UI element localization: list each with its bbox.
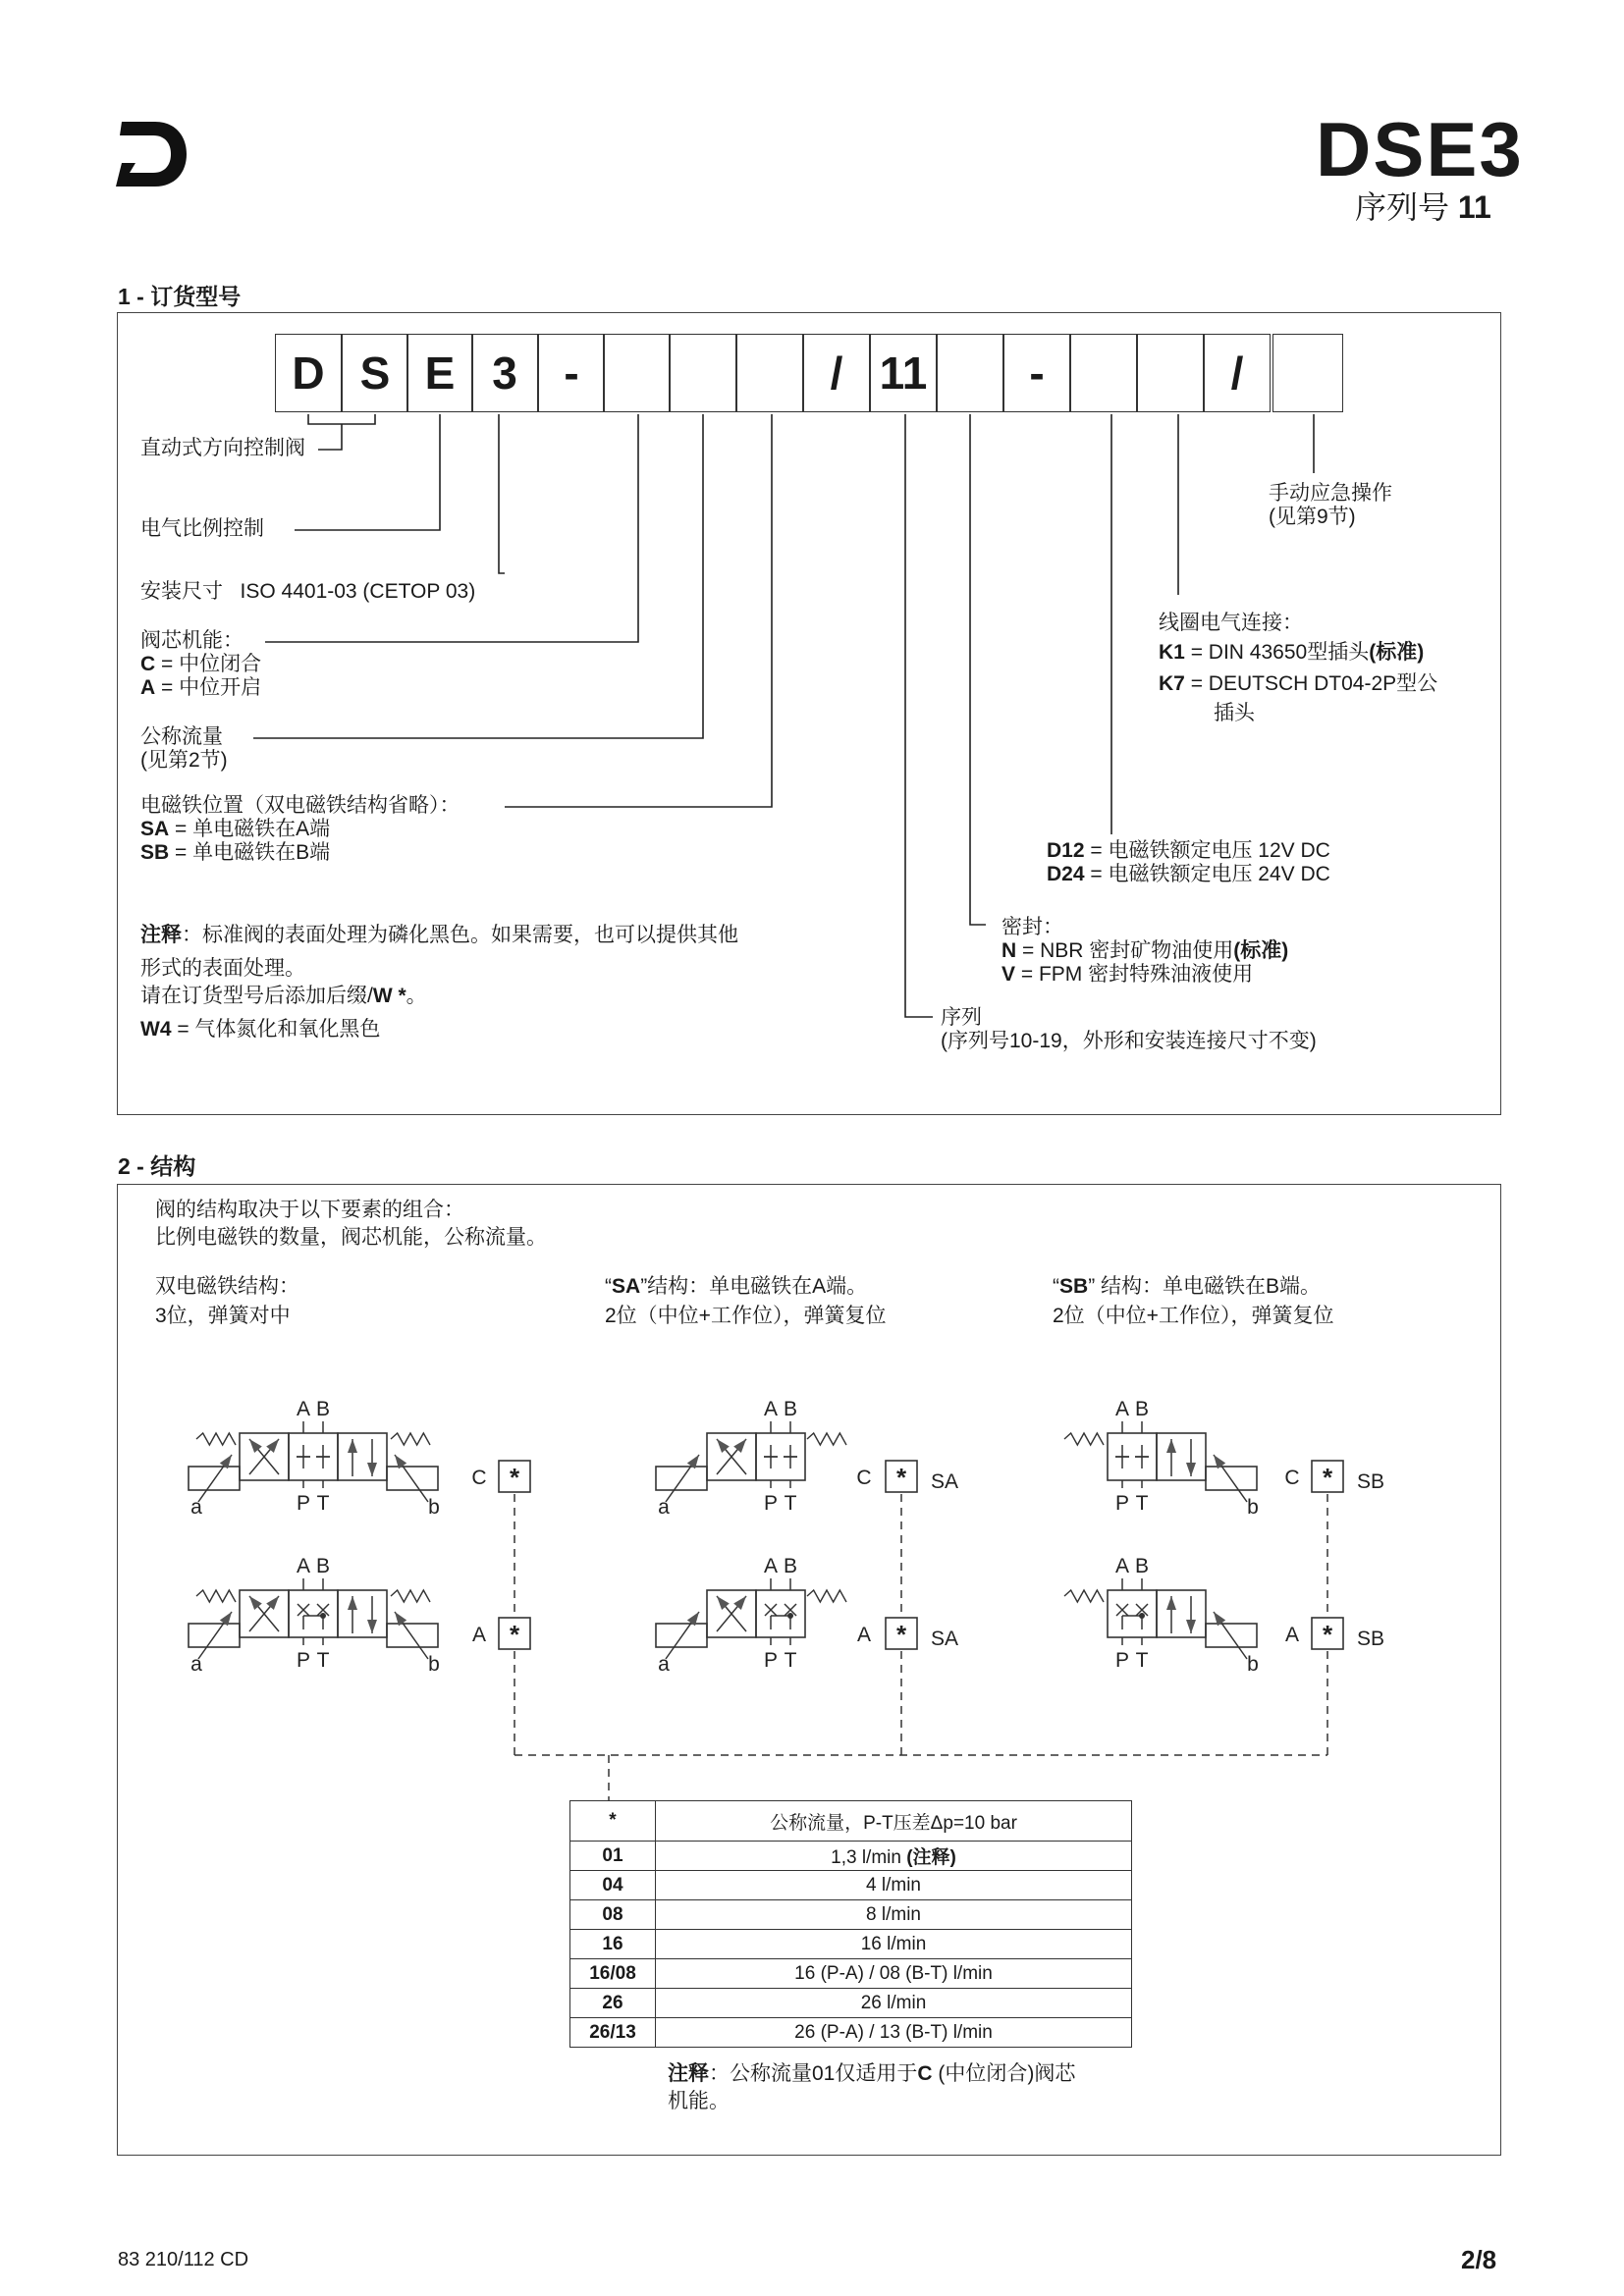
solenoid-label-a: a [658, 1496, 670, 1519]
port-label-t: T [316, 1492, 330, 1515]
flow-arrow-head [1186, 1463, 1196, 1476]
port-label-t: T [1135, 1492, 1149, 1515]
flow-arrow-head [717, 1439, 730, 1453]
solenoid-box [189, 1467, 240, 1490]
port-label-a: A [296, 1555, 311, 1577]
mount-value: ISO 4401-03 (CETOP 03) [240, 580, 476, 603]
flow-rate-table [569, 1800, 1132, 2048]
table-row [570, 1842, 1132, 1871]
flow-arrow-head [733, 1439, 746, 1453]
solenoid-label-a: a [190, 1653, 202, 1676]
solenoid-label-b: b [1247, 1653, 1259, 1676]
label-solenoid-title: 电磁铁位置（双电磁铁结构省略）： [140, 794, 460, 817]
label-note: 注释：标准阀的表面处理为磷化黑色。如果需要，也可以提供其他 [140, 924, 738, 946]
solenoid-box [656, 1467, 707, 1490]
label-sb: SB = 单电磁铁在B端 [140, 841, 331, 864]
envelope-right [1157, 1433, 1206, 1480]
spring-symbol [391, 1433, 430, 1445]
label-seal-v: V = FPM 密封特殊油液使用 [1001, 963, 1254, 986]
flow-value: 26 l/min [860, 1992, 927, 2013]
port-label-a: A [1114, 1555, 1130, 1577]
spring-symbol [391, 1590, 430, 1602]
config-code-sb: SB [1356, 1628, 1385, 1650]
port-label-p: P [763, 1492, 779, 1515]
spring-symbol [196, 1433, 236, 1445]
spring-symbol [1064, 1433, 1104, 1445]
label-note-line2: 形式的表面处理。 [140, 957, 305, 980]
label-manual-title: 手动应急操作 [1269, 482, 1392, 505]
product-title: DSE3 [1316, 106, 1524, 192]
order-code-cell: - [538, 334, 605, 412]
order-code-cell: E [406, 334, 473, 412]
spring-symbol [807, 1433, 846, 1445]
table-note: 注释：公称流量01仅适用于C (中位闭合)阀芯 [668, 2062, 1076, 2085]
table-row [570, 1900, 1132, 1930]
mount-prefix: 安装尺寸 [140, 580, 223, 603]
port-label-p: P [1114, 1492, 1130, 1515]
flow-value: 26 (P-A) / 13 (B-T) l/min [794, 2021, 993, 2043]
config-code-sa: SA [930, 1628, 959, 1650]
solenoid-label-b: b [428, 1496, 440, 1519]
col1-sub: 3位，弹簧对中 [155, 1305, 291, 1327]
flow-value: 4 l/min [866, 1874, 921, 1896]
envelope-center [1108, 1433, 1157, 1480]
order-code-cell: - [1003, 334, 1070, 412]
flow-value: 16 (P-A) / 08 (B-T) l/min [794, 1962, 993, 1984]
section2-title: 2 - 结构 [118, 1153, 196, 1179]
flow-value-cell [656, 1842, 1132, 1871]
flow-arrow-head [348, 1596, 357, 1610]
port-label-b: B [1134, 1555, 1150, 1577]
flow-value-cell [656, 1989, 1132, 2018]
solenoid-label-b: b [428, 1653, 440, 1676]
config-code-sa: SA [930, 1470, 959, 1493]
label-d12: D12 = 电磁铁额定电压 12V DC [1047, 839, 1330, 862]
label-series-note: (序列号10-19，外形和安装连接尺寸不变) [941, 1030, 1317, 1052]
order-code-cell: 3 [471, 334, 538, 412]
flow-value-cell [656, 1900, 1132, 1930]
table-note-line2: 机能。 [668, 2090, 730, 2112]
port-label-b: B [1134, 1398, 1150, 1420]
flow-value: 1,3 l/min [831, 1847, 907, 1868]
junction-dot [320, 1613, 326, 1619]
label-spool-title: 阀芯机能： [140, 629, 244, 652]
flow-value-cell [656, 1871, 1132, 1900]
table-row [570, 1871, 1132, 1900]
code-star: * [1322, 1463, 1333, 1492]
port-label-p: P [296, 1649, 311, 1672]
table-body [570, 1842, 1132, 2048]
col1-title: 双电磁铁结构： [155, 1275, 299, 1298]
envelope-center [1108, 1590, 1157, 1637]
flow-code-cell: 04 [570, 1871, 656, 1900]
code-star: * [895, 1463, 907, 1492]
section1-title: 1 - 订货型号 [118, 284, 242, 309]
table-row [570, 2018, 1132, 2048]
order-code-cell: S [342, 334, 408, 412]
label-sa: SA = 单电磁铁在A端 [140, 818, 331, 840]
label-spool-a: A = 中位开启 [140, 676, 262, 699]
flow-value-cell [656, 1930, 1132, 1959]
table-row [570, 1989, 1132, 2018]
series-number: 11 [1457, 189, 1491, 225]
flow-arrow-head [1186, 1620, 1196, 1633]
flow-arrow-head [249, 1596, 262, 1610]
label-k7: K7 = DEUTSCH DT04-2P型公 [1159, 672, 1438, 695]
spring-symbol [807, 1590, 846, 1602]
flow-code-cell: 08 [570, 1900, 656, 1930]
port-label-t: T [784, 1649, 797, 1672]
spool-code-label: A [471, 1624, 487, 1646]
solenoid-box [387, 1467, 438, 1490]
flow-arrow-head [367, 1463, 377, 1476]
table-row [570, 1930, 1132, 1959]
spring-symbol [196, 1590, 236, 1602]
flow-code-cell: 26 [570, 1989, 656, 2018]
col2-title: “SA”结构：单电磁铁在A端。 [605, 1275, 868, 1298]
table-header-text: 公称流量，P-T压差Δp=10 bar [656, 1801, 1132, 1842]
label-series-title: 序列 [941, 1006, 982, 1029]
flow-arrow-head [717, 1596, 730, 1610]
solenoid-box [656, 1624, 707, 1647]
port-label-p: P [296, 1492, 311, 1515]
spool-code-label: A [856, 1624, 872, 1646]
series-label: 序列号 [1355, 189, 1450, 225]
envelope-right [1157, 1590, 1206, 1637]
solenoid-box [387, 1624, 438, 1647]
port-label-a: A [296, 1398, 311, 1420]
label-flow-title: 公称流量 [140, 725, 223, 748]
flow-code-cell: 26/13 [570, 2018, 656, 2048]
port-label-a: A [763, 1398, 779, 1420]
spool-code-label: A [1284, 1624, 1300, 1646]
config-code-sb: SB [1356, 1470, 1385, 1493]
spring-symbol [1064, 1590, 1104, 1602]
flow-value: 8 l/min [866, 1903, 921, 1925]
order-code-cell: 11 [870, 334, 937, 412]
flow-code-cell: 16/08 [570, 1959, 656, 1989]
envelope-center [289, 1590, 338, 1637]
port-label-b: B [783, 1398, 798, 1420]
label-d24: D24 = 电磁铁额定电压 24V DC [1047, 863, 1330, 885]
code-star: * [509, 1620, 520, 1649]
order-code-cell: / [803, 334, 870, 412]
label-note-line3: 请在订货型号后添加后缀/W *。 [140, 985, 427, 1007]
junction-dot [787, 1613, 793, 1619]
table-header-row [570, 1801, 1132, 1842]
code-star: * [895, 1620, 907, 1649]
port-label-b: B [315, 1555, 331, 1577]
flow-extra: (注释) [906, 1847, 956, 1868]
section2-intro2: 比例电磁铁的数量，阀芯机能，公称流量。 [155, 1226, 547, 1249]
label-electric-control: 电气比例控制 [140, 517, 264, 540]
label-direct-valve: 直动式方向控制阀 [140, 437, 305, 459]
spool-code-label: C [471, 1467, 487, 1489]
footer-page: 2/8 [1461, 2245, 1497, 2274]
flow-arrow-head [348, 1439, 357, 1453]
label-manual-ref: (见第9节) [1269, 506, 1356, 528]
flow-code-cell: 16 [570, 1930, 656, 1959]
port-label-p: P [1114, 1649, 1130, 1672]
port-label-t: T [316, 1649, 330, 1672]
table-header-key: * [570, 1801, 656, 1842]
flow-arrow-head [1166, 1596, 1176, 1610]
junction-dot [1139, 1613, 1145, 1619]
col2-sub: 2位（中位+工作位），弹簧复位 [605, 1305, 887, 1327]
port-label-b: B [315, 1398, 331, 1420]
flow-value-cell [656, 2018, 1132, 2048]
solenoid-label-a: a [190, 1496, 202, 1519]
port-label-a: A [1114, 1398, 1130, 1420]
solenoid-box [1206, 1467, 1257, 1490]
flow-value: 16 l/min [860, 1933, 927, 1954]
table-row [570, 1959, 1132, 1989]
flow-arrow-head [733, 1596, 746, 1610]
envelope-center [289, 1433, 338, 1480]
port-label-p: P [763, 1649, 779, 1672]
order-code-cell: / [1204, 334, 1271, 412]
col3-sub: 2位（中位+工作位），弹簧复位 [1053, 1305, 1334, 1327]
solenoid-label-a: a [658, 1653, 670, 1676]
order-code-cell: D [275, 334, 342, 412]
port-label-t: T [784, 1492, 797, 1515]
flow-arrow-head [266, 1596, 279, 1610]
flow-arrow-head [367, 1620, 377, 1633]
code-star: * [509, 1463, 520, 1492]
port-label-a: A [763, 1555, 779, 1577]
envelope-center [756, 1590, 805, 1637]
label-spool-c: C = 中位闭合 [140, 653, 262, 675]
flow-arrow-head [1166, 1439, 1176, 1453]
label-k1: K1 = DIN 43650型插头(标准) [1159, 641, 1425, 664]
section2-intro1: 阀的结构取决于以下要素的组合： [155, 1199, 464, 1221]
flow-arrow-head [266, 1439, 279, 1453]
label-flow-ref: (见第2节) [140, 749, 228, 772]
envelope-right [338, 1590, 387, 1637]
label-seal-n: N = NBR 密封矿物油使用(标准) [1001, 939, 1289, 962]
label-coil-title: 线圈电气连接： [1159, 612, 1303, 634]
port-label-t: T [1135, 1649, 1149, 1672]
flow-arrow-head [249, 1439, 262, 1453]
solenoid-box [189, 1624, 240, 1647]
code-star: * [1322, 1620, 1333, 1649]
envelope-center [756, 1433, 805, 1480]
spool-code-label: C [856, 1467, 872, 1489]
label-k7-line2: 插头 [1214, 702, 1255, 724]
port-label-b: B [783, 1555, 798, 1577]
flow-code-cell: 01 [570, 1842, 656, 1871]
footer-doc-code: 83 210/112 CD [118, 2249, 249, 2270]
label-seal-title: 密封： [1001, 916, 1063, 938]
spool-code-label: C [1284, 1467, 1300, 1489]
envelope-right [338, 1433, 387, 1480]
flow-value-cell [656, 1959, 1132, 1989]
solenoid-box [1206, 1624, 1257, 1647]
col3-title: “SB” 结构：单电磁铁在B端。 [1053, 1275, 1322, 1298]
label-w4: W4 = 气体氮化和氧化黑色 [140, 1018, 381, 1041]
solenoid-label-b: b [1247, 1496, 1259, 1519]
